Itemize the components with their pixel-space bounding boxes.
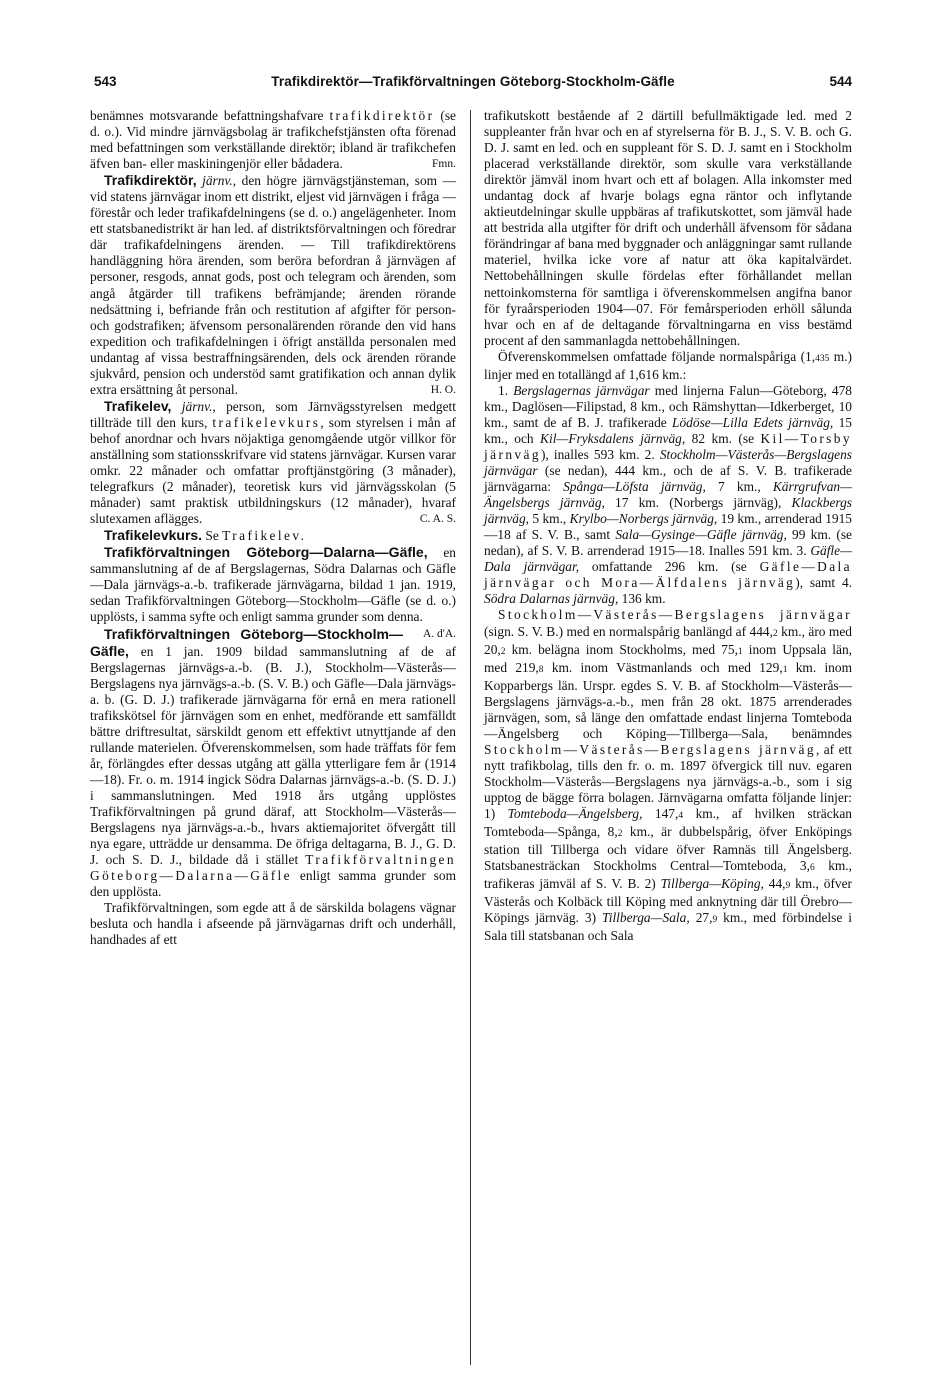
text-run: 9 xyxy=(712,915,718,926)
text-run: 147, xyxy=(642,806,679,822)
page-number-left: 543 xyxy=(94,74,117,89)
text-run: 7 km., xyxy=(705,479,773,495)
author-signature: A. d'A. xyxy=(422,627,456,640)
paragraph xyxy=(90,900,456,948)
text-run: 1 xyxy=(737,646,743,657)
text-run: 82 km. (se xyxy=(685,430,761,446)
text-run: ), inalles 593 km. 2. xyxy=(540,446,660,462)
text-run: 1. xyxy=(498,382,514,398)
text-run: enligt samma grunder som den upplösta. xyxy=(90,868,456,900)
text-run: km., är dubbelspårig, öfver Enköpings station till Tillberga och vidare öfver Ramnäs till Ängelsberg. Statsbanesträckan Stockholms Central—Tomteboda, 3, xyxy=(484,824,853,874)
text-run: km., af hvilken sträckan Tomteboda—Spånga, 8, xyxy=(484,806,852,840)
column-divider xyxy=(470,110,471,1365)
text-run: inom Uppsala län, med 219, xyxy=(484,641,852,675)
text-run: , som styrelsen i mån af behof anordnar och hvars nöjaktiga genomgående utgör villkor för anställning som stationsskrifvare vid statens järnvägar. Kursen varar omkr. 22 månader och omfattar proftjänstgöring (3 månader), telegrafkurs (2 månader), teoretisk kurs vid järnvägsskolan (5 månader) samt praktisk utbildningskurs (12 månader), hvaraf slutexamen aflägges. xyxy=(90,414,456,527)
railway-list xyxy=(484,383,852,608)
entry-trafikforvaltningen-dalarna xyxy=(90,544,456,640)
text-run: Södra Dalarnas järnväg, xyxy=(484,591,619,607)
text-run: km., trafikeras jämväl af S. V. B. 2) xyxy=(484,858,852,892)
text-run: 2 xyxy=(617,829,623,840)
text-run: Kil—Fryksdalens järnväg, xyxy=(540,430,686,446)
right-column xyxy=(484,108,852,944)
page-number-right: 544 xyxy=(829,74,852,89)
text-run: 6 xyxy=(809,863,815,874)
text-run: Kärrgrufvan—Ängelsbergs järnväg, xyxy=(484,479,852,511)
text-run: km., äro med 20, xyxy=(484,623,852,657)
text-run: 4 xyxy=(678,811,684,822)
running-title: Trafikdirektör—Trafikförvaltningen Göteborg-Stockholm-Gäfle xyxy=(271,74,675,89)
text-run: Spånga—Löfsta järnväg, xyxy=(563,479,706,495)
text-run: Stockholm—Västerås—Bergslagens järnvägar xyxy=(484,446,852,479)
text-run: Klackbergs järnväg, xyxy=(484,495,853,527)
text-run: Sala—Gysinge—Gäfle järnväg, xyxy=(615,527,787,543)
text-run: Kil—Torsby järnväg xyxy=(484,430,852,462)
paragraph xyxy=(484,349,852,383)
entry-trafikelev xyxy=(90,398,456,527)
text-run: med linjerna Falun—Göteborg, 478 km., Daglösen—Filipstad, 8 km., och Rämshyttan—Idkerberget, 10 km., samt de af B. J. trafikerade xyxy=(484,382,852,430)
text-run: benämnes motsvarande befattningshafvare xyxy=(90,108,330,123)
entry-headword: Trafikelev, xyxy=(104,397,172,414)
text-run: km., med förbindelse i Sala till statsbanan och Sala xyxy=(484,910,852,944)
text-run: järnv. xyxy=(202,173,233,189)
page-header xyxy=(94,72,852,94)
text-run: trafikutskott bestående af 2 därtill befullmäktigade led. med 2 suppleanter från hvar och en af styrelserna för B. J., S. V. B. och G. D. J. samt en led. och en suppleant för S. D. J. samt en i Stockholm placerad verkställande direktör, som skulle vara verkställande direktör jämväl inom hvart och ett af bolagen. Alla inkomster med undantag dock af hvarje bolags egna räntor och inflytande aktieutdelningar skulle uppbäras af trafikutskottet, som jämväl hade att bestrida alla utgifter för drift och underhåll äfvensom för sådana förändringar af bana med byggnader och anläggningar samt rullande materiel, hvilka icke vore af natur att öka kapitalvärdet. Nettobehållningen skulle fördelas efter förhållandet mellan nettoinkomsterna för samtliga i öfverenskommelsen angifna banor för fyraårsperioden 1904—07. För femårsperioden erhöll sålunda hvar och en af de deltagande förvaltningarna en viss bestämd procent af den sammanlagda nettobehållningen. xyxy=(484,108,852,348)
text-run: km., öfver Västerås och Kolbäck till Köping med anknytning där till Örebro—Köpings järnväg. 3) xyxy=(484,876,852,926)
text-run: Tillberga—Sala, xyxy=(602,910,690,926)
text-run: Bergslagernas järnvägar xyxy=(513,382,650,398)
text-run: km. inom Kopparbergs län. Urspr. egdes S. V. B. af Stockholm—Västerås—Bergslagens järnvägs-a.-b., men från 28 okt. 1875 arrenderades järnvägen, som, så länge den omfattade endast linjerna Tomteboda—Ängelsberg och Köping—Tillberga—Sala, benämndes xyxy=(484,659,852,741)
text-run: 44, xyxy=(763,876,786,892)
entry-trafikelevkurs xyxy=(90,527,456,544)
text-run: 8 xyxy=(538,664,544,675)
text-run: 17 km. (Norbergs järnväg), xyxy=(604,495,792,511)
entry-headword: Trafikförvaltningen Göteborg—Dalarna—Gäfle, xyxy=(104,544,428,561)
text-run: (se nedan), 444 km., och de af S. V. B. trafikerade järnvägarna: xyxy=(484,463,852,495)
text-run: , den högre järnvägstjänsteman, som — vid statens järnvägar inom ett distrikt, eljest vid järnvägen i fråga — förestår och leder trafikafdelningens (se d. o.) angelägenheter. Inom ett statsbanedistrikt är han led. af distriktsförvaltningen och föredrar där trafikafdelningens ärenden. — Till trafikdirektörens handläggning höra ärenden, som beröra befordran å järnvägen af personer, resgods, annat gods, post och telegram och ärenden, som angå åtgärder till trafikens befrämjande; ärenden rörande nedsättning i, befriande från och restitution af afgifter för person- och godstrafiken; äfvensom personalärenden rörande den vid hans expedition och trafikafdelningen i öfrigt anställda personalen med undantag af vissa bestraffningsärenden, dels ock ärenden rörande sjukvård, pension och understöd samt gratifikation och annan dylik extra ersättning åt personal. xyxy=(90,173,456,397)
text-run: 5 km., xyxy=(529,511,570,527)
text-run: 2 xyxy=(772,628,778,639)
entry-trafikforvaltningen-stockholm xyxy=(90,626,456,901)
text-run: trafikelevkurs xyxy=(212,414,321,430)
text-run: Trafikförvaltningen Göteborg—Dalarna—Gäfle xyxy=(90,852,456,884)
text-run: järnv. xyxy=(181,398,213,414)
entry-headword: Trafikförvaltningen Göteborg—Stockholm—Gäfle, xyxy=(90,625,403,659)
author-signature: Fmn. xyxy=(432,158,456,171)
left-column xyxy=(90,108,456,948)
text-run: Stockholm—Västerås—Bergslagens järnvägar xyxy=(498,607,852,623)
entry-headword: Trafikelevkurs. xyxy=(104,527,203,544)
text-run: 99 km. (se nedan), af S. V. B. arrenderad 1915—18. Inalles 591 km. 3. xyxy=(484,527,852,559)
text-run: 1 xyxy=(782,664,788,675)
text-run: Trafikelev. xyxy=(222,528,307,544)
text-run: 435 xyxy=(815,353,830,364)
text-run: Gäfle—Dala järnvägar, xyxy=(484,543,852,575)
entry-headword: Trafikdirektör, xyxy=(104,172,197,189)
text-run: Tomteboda—Ängelsberg, xyxy=(507,806,643,822)
text-run: ), samt 4. xyxy=(795,575,852,591)
author-signature: H. O. xyxy=(430,383,456,396)
text-run: 27, xyxy=(689,910,713,926)
text-run: 15 km., och xyxy=(484,414,852,446)
text-run: 9 xyxy=(785,881,791,892)
text-run: en sammanslutning af de af Bergslagernas, Södra Dalarnas och Gäfle—Dala järnvägs-a.-b. trafikerade järnvägarna, bildad 1 jan. 1919, sedan Trafikförvaltningen Göteborg—Stockholm—Gäfle (se d. o.) upplösts, i samma syfte och enligt samma grunder som denna. xyxy=(90,545,456,625)
text-run: 136 km. xyxy=(618,591,666,607)
text-run: 19 km., arrenderad 1915—18 af S. V. B., samt xyxy=(484,511,853,543)
text-run: Trafikförvaltningen, som egde att å de särskilda bolagens vägnar besluta och handla i afseende på järnvägarnas drift och underhåll, handhades af ett xyxy=(90,900,456,948)
text-run: km. belägna inom Stockholms, med 75, xyxy=(505,641,738,657)
text-run: Krylbo—Norbergs järnväg, xyxy=(569,511,718,527)
text-run: (se d. o.). Vid mindre järnvägsbolag är trafikchefstjänsten ofta förenad med befattningen som verkställande direktör; ibland är trafikchefen äfven ban- eller maskiningenjör eller bådadera. xyxy=(90,108,456,172)
text-run: Lödöse—Lilla Edets järnväg, xyxy=(672,414,834,430)
author-signature: C. A. S. xyxy=(419,513,456,526)
text-run: Stockholm—Västerås—Bergslagens järnväg xyxy=(484,741,816,757)
entry-svb xyxy=(484,607,852,944)
text-run: en 1 jan. 1909 bildad sammanslutning af de af Bergslagernas järnvägs-a.-b. (B. J.), Stockholm—Västerås—Bergslagens nya järnvägs-a.-b. (S. V. B.) och Gäfle—Dala järnvägs-a. b. (G. D. J.) trafikerade järnvägarna för ernå en mera rationell trafikskötsel för järnvägen som en enhet, medförande ett samfälldt bättre driftresultat, särskildt genom ett effektivt utnyttjande af den rullande materielen. Öfverenskommelsen, som hade träffats för fem år, förlängdes efter dessas utgång att gälla ytterligare fem år (1914—18). Fr. o. m. 1914 ingick Södra Dalarnas järnvägs-a.-b. (S. D. J.) i sammanslutningen. Med 1918 års utgång upplöstes Trafikförvaltningen på grund däraf, att Stockholm—Västerås—Bergslagens nya järnvägs-a.-b., hvars aktiemajoritet öfvergått till nya egare, utträdde ur densamma. De öfriga deltagarna, B. J., G. D. J. och S. D. J., bildade då i stället xyxy=(90,643,456,868)
entry-continuation xyxy=(90,108,456,172)
text-run: m.) linjer med en totallängd af 1,616 km.: xyxy=(484,348,853,382)
paragraph xyxy=(484,108,852,349)
text-run: Tillberga—Köping, xyxy=(660,876,764,892)
text-run: Se xyxy=(202,528,223,544)
text-run: omfattande 296 km. (se xyxy=(579,559,760,575)
text-run: Gäfle—Dala järnvägar och Mora—Älfdalens järnväg xyxy=(484,559,852,591)
entry-trafikdirektor xyxy=(90,172,456,398)
text-run: km. inom Västmanlands och med 129, xyxy=(543,659,783,675)
text-run: trafikdirektör xyxy=(329,108,435,123)
text-run: , af ett nytt trafikbolag, tills den fr. o. m. 1897 öfvergick till nuv. egaren Stockholm—Västerås—Bergslagens nya järnvägs-a.-b., som i sig upptog de bägge förra bolagen. Järnvägarna omfatta följande linjer: 1) xyxy=(484,741,852,822)
text-run: , person, som Järnvägsstyrelsen medgett tillträde till den kurs, xyxy=(90,398,456,430)
text-run: 1, xyxy=(805,348,816,364)
text-run: 2 xyxy=(500,646,506,657)
text-run: (sign. S. V. B.) med en normalspårig banlängd af 444, xyxy=(484,623,773,639)
text-run: Öfverenskommelsen omfattade följande normalspåriga ( xyxy=(498,348,806,364)
